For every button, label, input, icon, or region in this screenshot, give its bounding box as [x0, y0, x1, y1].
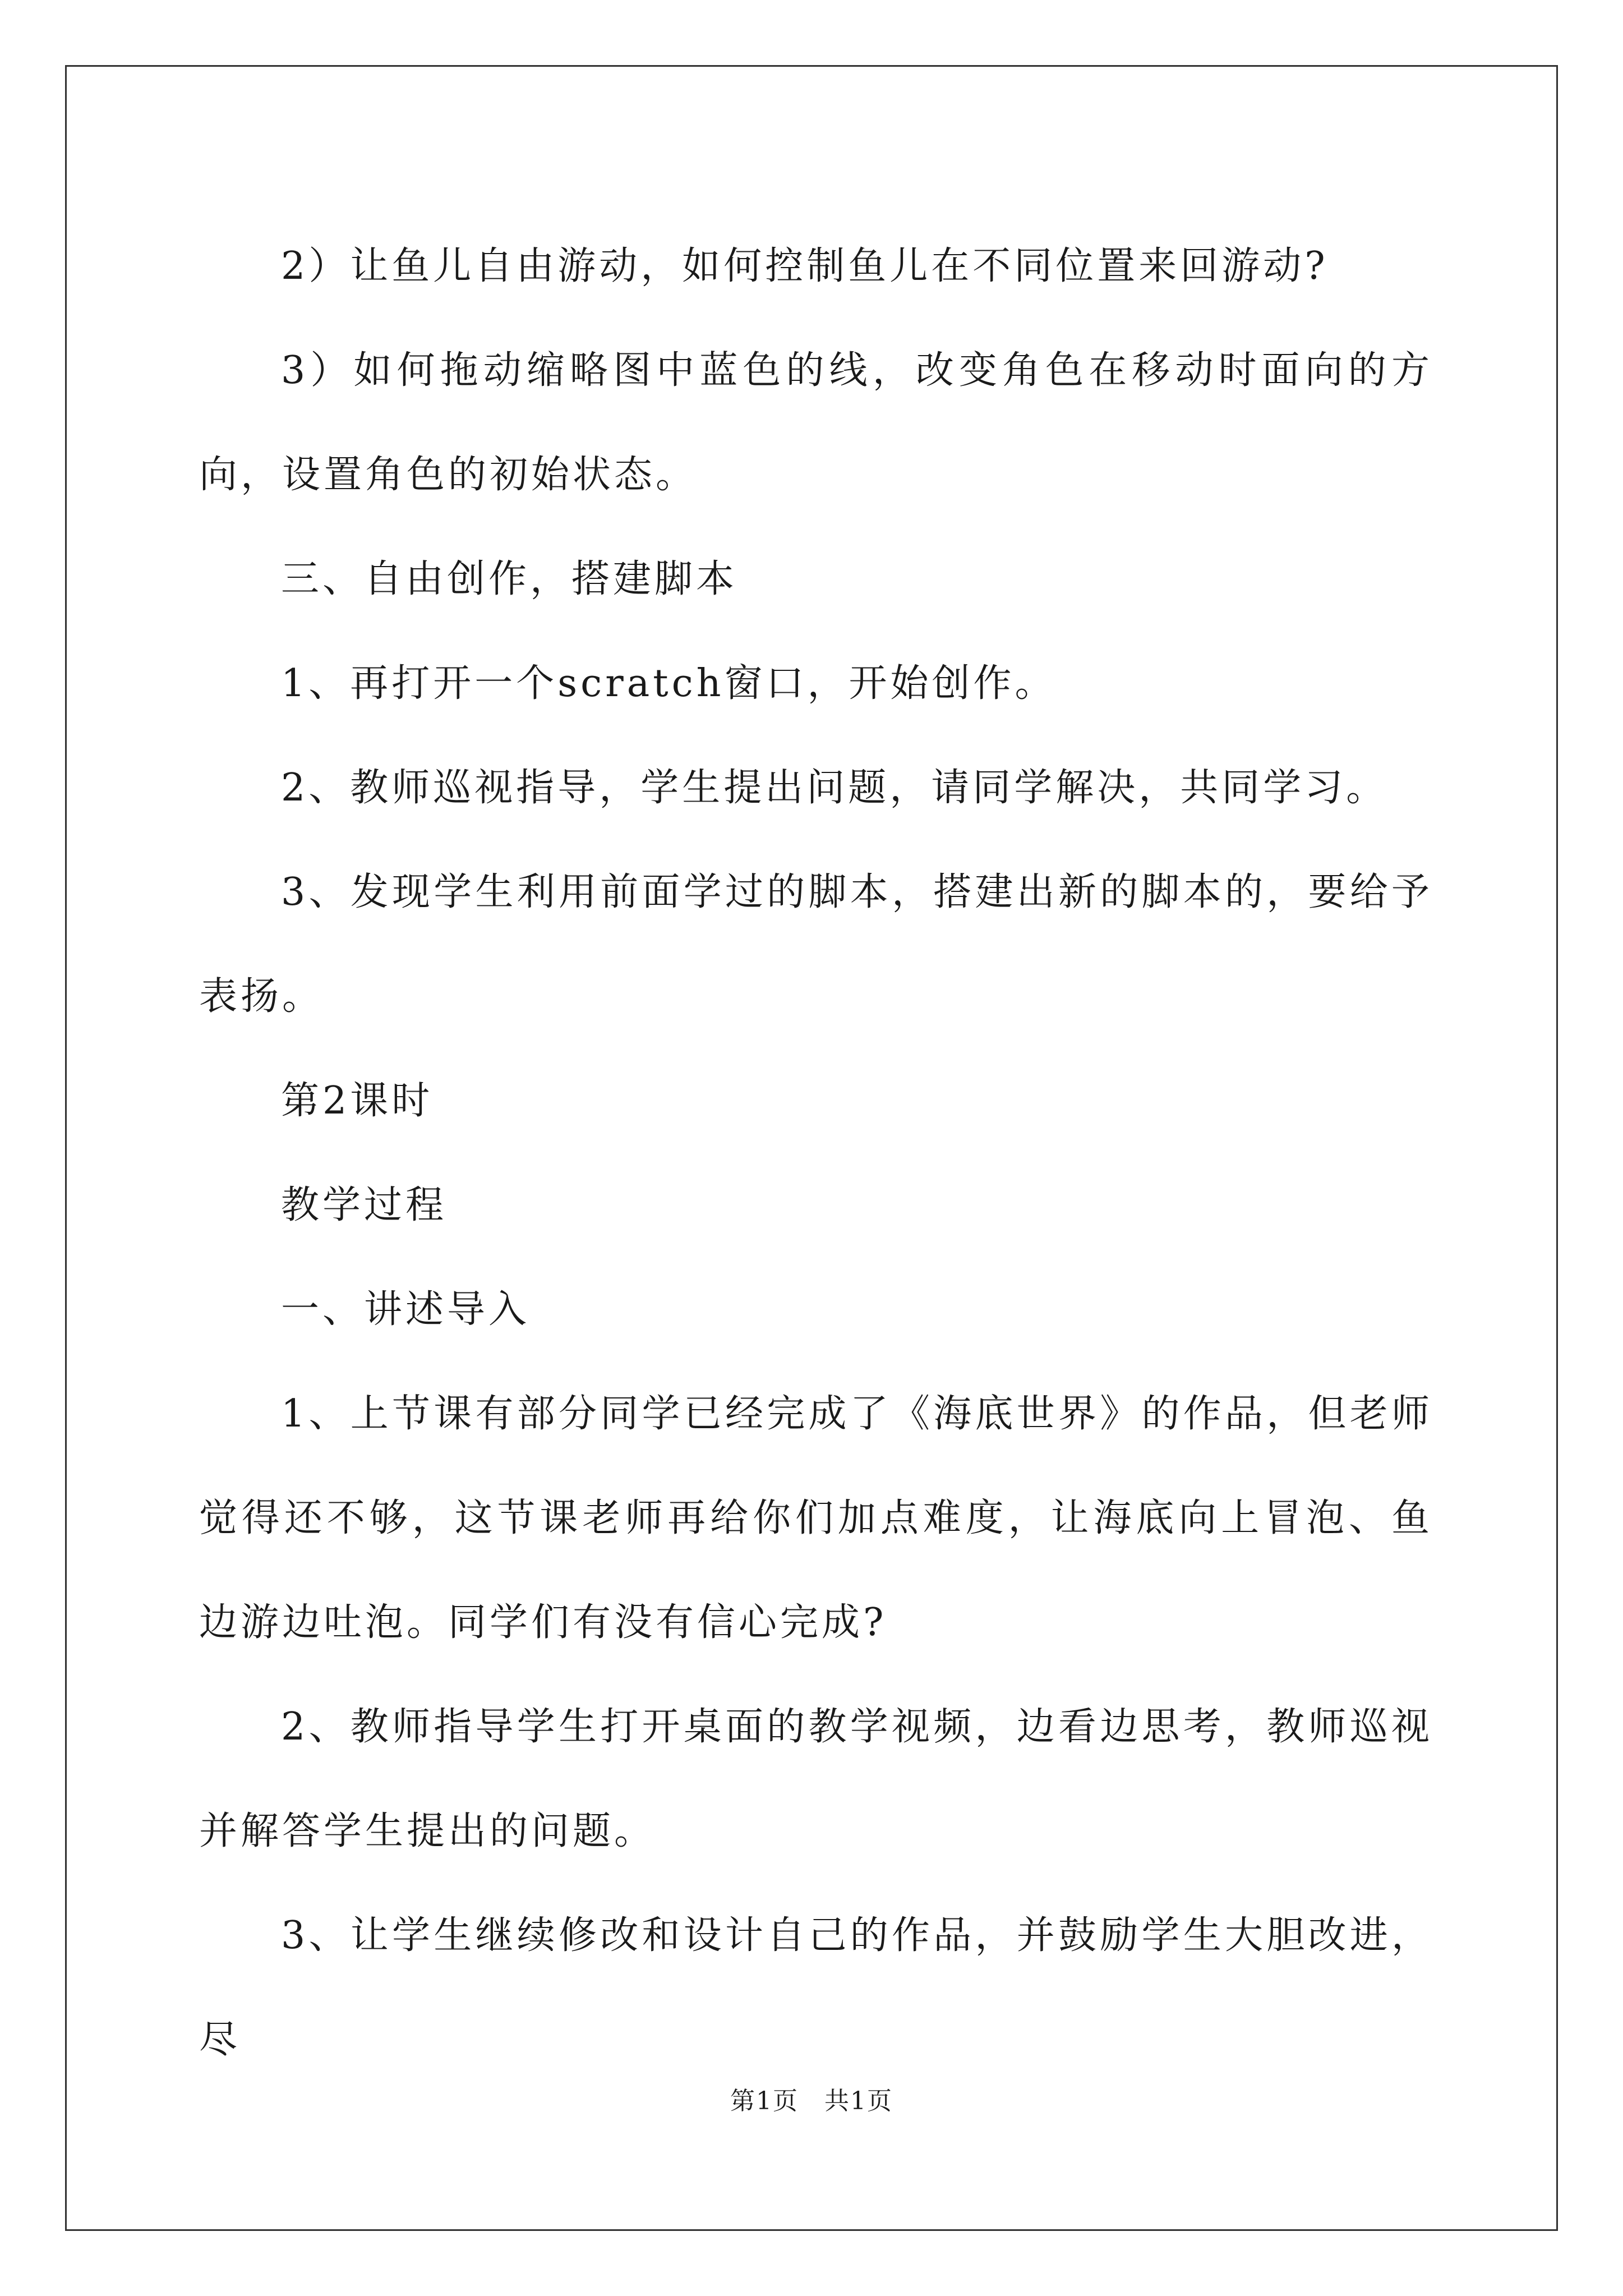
- paragraph: 3、发现学生利用前面学过的脚本，搭建出新的脚本的，要给予表扬。: [199, 870, 1433, 1019]
- section-heading: 一、讲述导入: [281, 1287, 531, 1332]
- subheading: 教学过程: [281, 1183, 448, 1227]
- paragraph: 3）如何拖动缩略图中蓝色的线，改变角色在移动时面向的方向，设置角色的初始状态。: [199, 348, 1433, 497]
- paragraph: 1、上节课有部分同学已经完成了《海底世界》的作品，但老师觉得还不够，这节课老师再给你们加点难度，让海底向上冒泡、鱼边游边吐泡。同学们有没有信心完成?: [199, 1392, 1433, 1645]
- paragraph: 2）让鱼儿自由游动，如何控制鱼儿在不同位置来回游动?: [281, 244, 1329, 288]
- document-body: [199, 214, 1433, 2092]
- paragraph: 3、让学生继续修改和设计自己的作品，并鼓励学生大胆改进，尽: [199, 1913, 1433, 2062]
- paragraph: 1、再打开一个scratch窗口，开始创作。: [281, 661, 1057, 706]
- section-heading: 三、自由创作，搭建脚本: [281, 557, 738, 601]
- paragraph: 2、教师巡视指导，学生提出问题，请同学解决，共同学习。: [281, 766, 1388, 810]
- page-footer: 第1页 共1页: [730, 2087, 893, 2115]
- lesson-heading: 第2课时: [281, 1079, 434, 1123]
- paragraph: 2、教师指导学生打开桌面的教学视频，边看边思考，教师巡视并解答学生提出的问题。: [199, 1705, 1433, 1853]
